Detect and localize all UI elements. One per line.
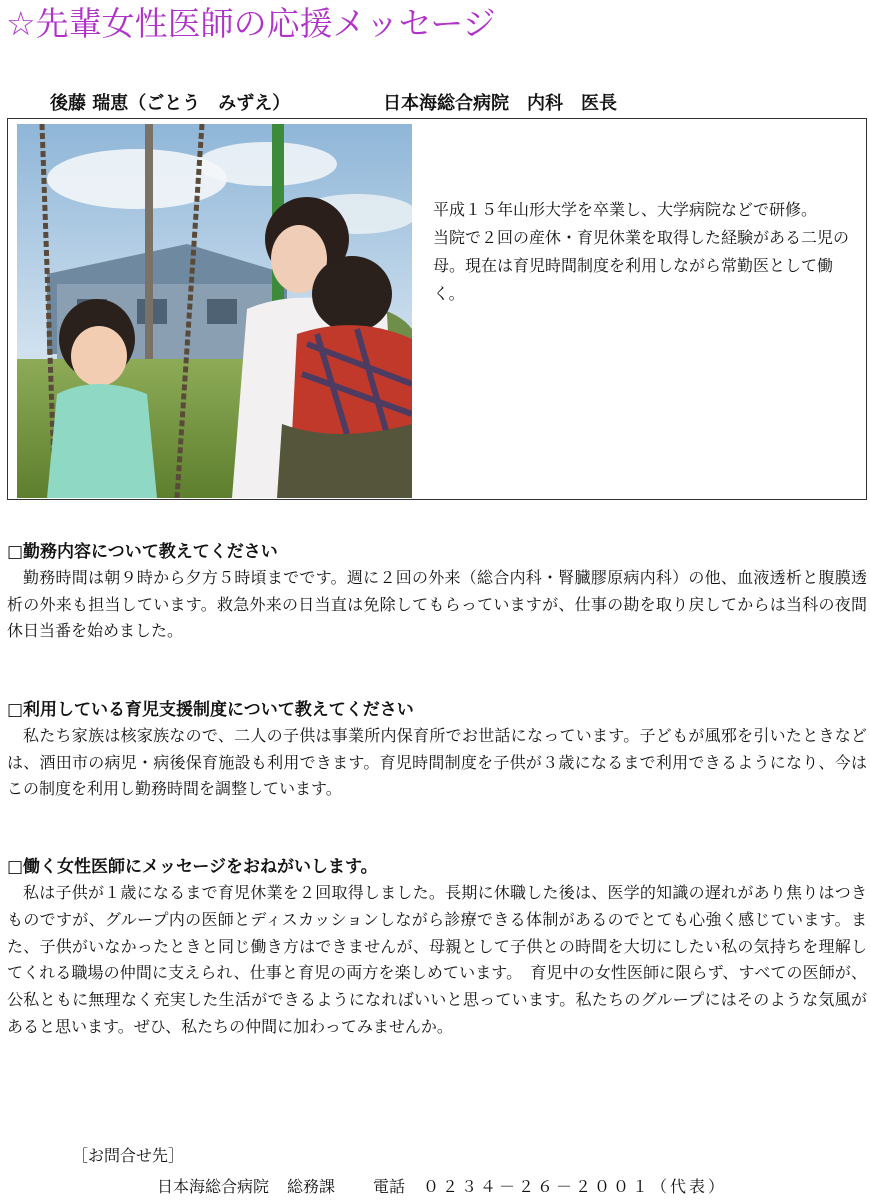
question-heading: □働く女性医師にメッセージをおねがいします。 [7, 857, 378, 877]
page-title: ☆先輩女性医師の応援メッセージ [6, 4, 496, 43]
answer-text: 私は子供が１歳になるまで育児休業を２回取得しました。長期に休職した後は、医学的知識の遅れがあり焦りはつきものですが、グループ内の医師とディスカッションしながら診療できる体制があるのでとても心強く感じています。また、子供がいなかったときと同じ働き方はできませんが、母親として子供との時間を大切にしたい私の気持ちを理解してくれる職場の仲間に支えられ、仕事と育児の両方を楽しめています。 育児中の女性医師に限らず、すべての医師が、公私ともに無理なく充実した生活ができるようになればいいと思っています。私たちのグループにはそのような気風があると思います。ぜひ、私たちの仲間に加わってみませんか。 [7, 883, 867, 1036]
doctor-family-photo [17, 124, 412, 498]
question-heading: □利用している育児支援制度について教えてください [7, 700, 414, 720]
contact-hospital: 日本海総合病院 [157, 1177, 270, 1196]
contact-tel-label: 電話 [373, 1177, 406, 1196]
doctor-bio [433, 196, 853, 308]
answer-text: 私たち家族は核家族なので、二人の子供は事業所内保育所でお世話になっています。子どもが風邪を引いたときなどは、酒田市の病児・病後保育施設も利用できます。育児時間制度を子供が３歳になるまで利用できるようになり、今はこの制度を利用し勤務時間を調整しています。 [7, 726, 867, 798]
contact-department: 総務課 [287, 1177, 336, 1196]
contact-info [157, 1175, 727, 1199]
qa-section [7, 854, 867, 1041]
answer-text: 勤務時間は朝９時から夕方５時頃までです。週に２回の外来（総合内科・腎臓膠原病内科）の他、血液透析と腹膜透析の外来も担当しています。救急外来の日当直は免除してもらっていますが、仕事の勘を取り戻してからは当科の夜間休日当番を始めました。 [7, 568, 867, 640]
bio-paragraph: 当院で２回の産休・育児休業を取得した経験がある二児の母。現在は育児時間制度を利用しながら常勤医として働く。 [433, 228, 850, 303]
contact-tel-number: ０２３４－２６－２００１（代表） [423, 1177, 728, 1196]
contact-label: ［お問合せ先］ [72, 1146, 185, 1165]
doctor-name: 後藤 瑞恵（ごとう みずえ） [50, 93, 291, 114]
bio-paragraph: 平成１５年山形大学を卒業し、大学病院などで研修。 [433, 200, 818, 219]
qa-section [7, 697, 867, 803]
doctor-affiliation: 日本海総合病院 内科 医長 [383, 93, 617, 114]
qa-section [7, 539, 867, 645]
question-heading: □勤務内容について教えてください [7, 542, 278, 562]
